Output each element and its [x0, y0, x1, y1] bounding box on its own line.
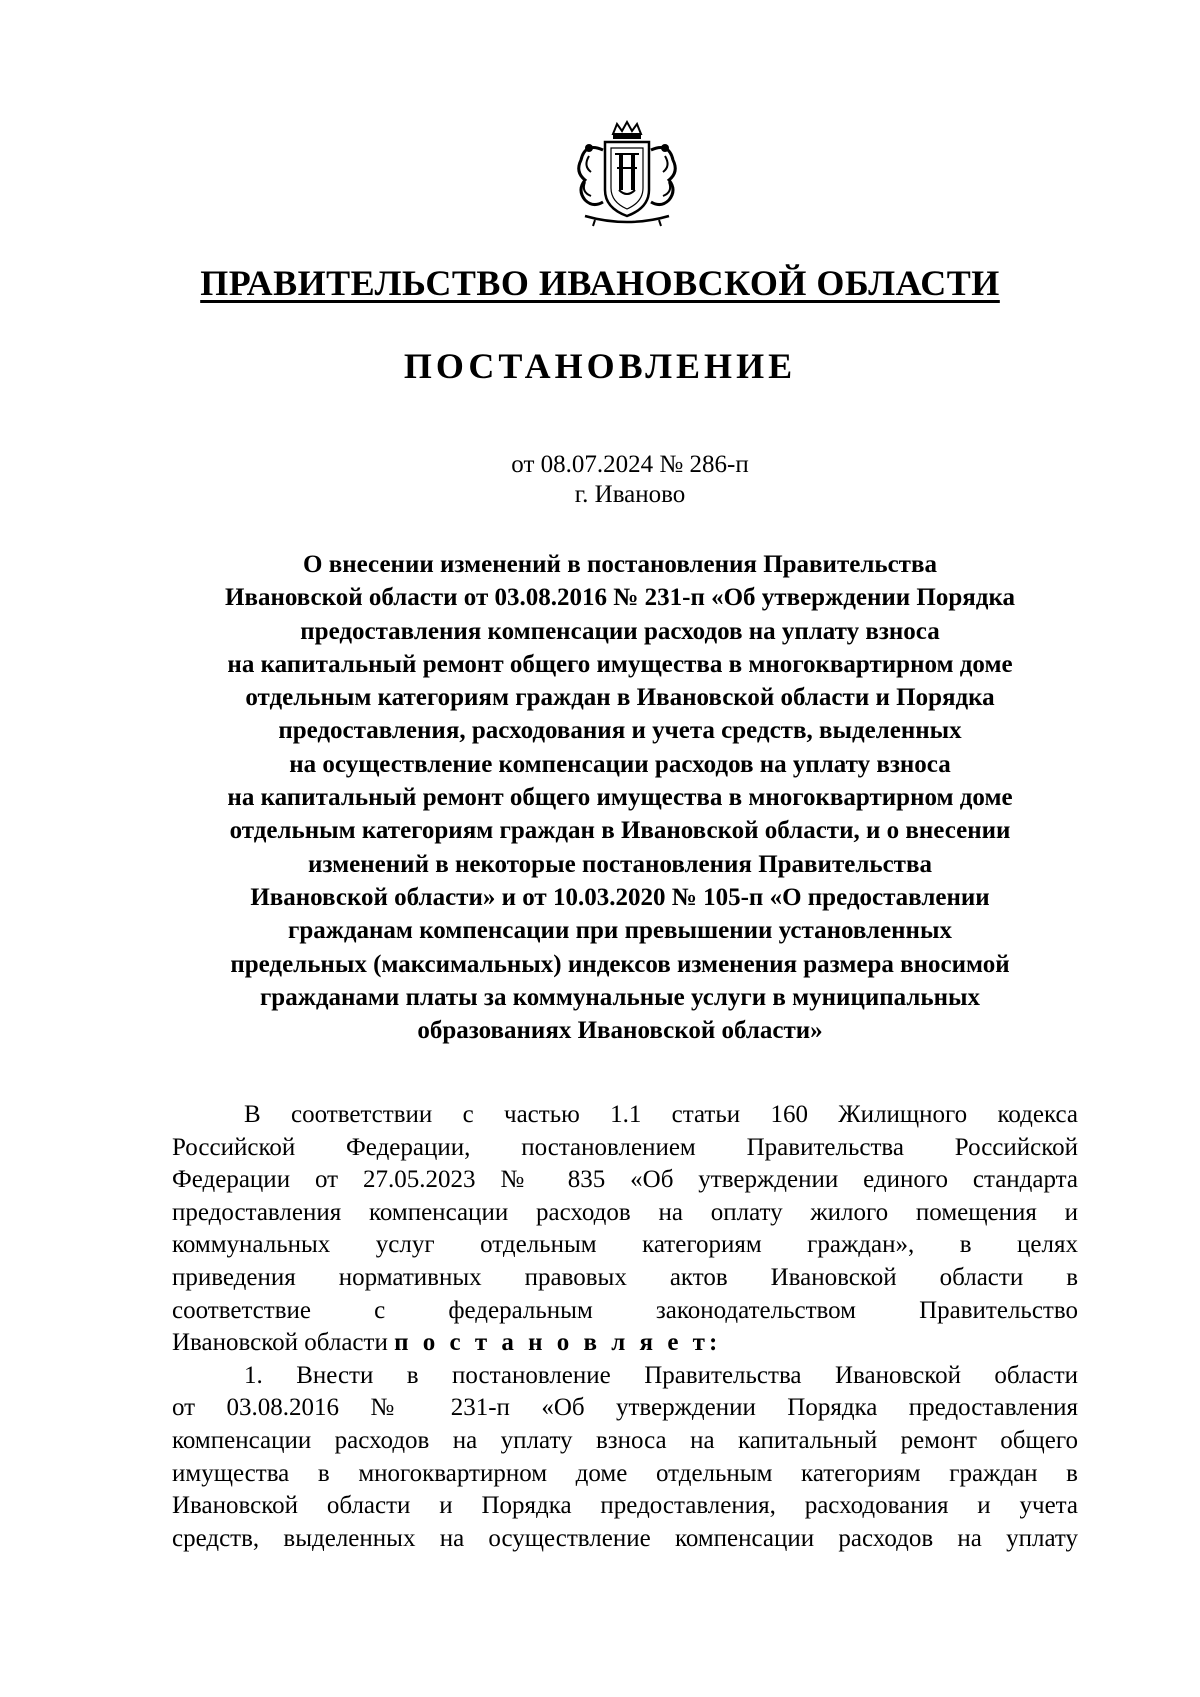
body-line: компенсации расходов на уплату взноса на капитальный ремонт общего: [172, 1426, 1078, 1454]
heading-line: гражданам компенсации при превышении установленных: [288, 917, 952, 945]
heading-line: предельных (максимальных) индексов изменения размера вносимой: [230, 950, 1010, 978]
date-number: от 08.07.2024 № 286-п: [511, 451, 749, 478]
body-line: приведения нормативных правовых актов Ивановской области в: [172, 1263, 1078, 1291]
heading-line: предоставления, расходования и учета средств, выделенных: [278, 717, 962, 745]
heading-line: Ивановской области» и от 10.03.2020 № 105-п «О предоставлении: [250, 883, 990, 911]
item-1-paragraph: [172, 1360, 1078, 1556]
document-heading: [172, 548, 1068, 1047]
body-line: от 03.08.2016 № 231-п «Об утверждении Порядка предоставления: [172, 1394, 1078, 1422]
heading-line: гражданами платы за коммунальные услуги в муниципальных: [259, 983, 981, 1011]
heading-line: на капитальный ремонт общего имущества в многоквартирном доме: [227, 784, 1013, 812]
city: г. Иваново: [574, 481, 686, 508]
body-line: 1. Внести в постановление Правительства Ивановской области: [244, 1361, 1078, 1389]
body-line: Ивановской области и Порядка предоставления, расходования и учета: [172, 1492, 1078, 1520]
body-line: имущества в многоквартирном доме отдельным категориям граждан в: [172, 1459, 1078, 1487]
body-line: Федерации от 27.05.2023 № 835 «Об утверждении единого стандарта: [172, 1166, 1078, 1194]
body-line: предоставления компенсации расходов на оплату жилого помещения и: [172, 1198, 1078, 1226]
body-line: коммунальных услуг отдельным категориям граждан», в целях: [172, 1231, 1078, 1259]
heading-line: О внесении изменений в постановления Правительства: [303, 551, 937, 578]
body-line: соответствие с федеральным законодательством Правительство: [172, 1296, 1078, 1324]
body-line: Российской Федерации, постановлением Правительства Российской: [172, 1133, 1078, 1161]
body-line-last: [172, 1327, 1078, 1360]
heading-line: на осуществление компенсации расходов на уплату взноса: [289, 750, 951, 778]
heading-line: Ивановской области от 03.08.2016 № 231-п «Об утверждении Порядка: [225, 584, 1015, 612]
body-line: В соответствии с частью 1.1 статьи 160 Жилищного кодекса: [244, 1101, 1078, 1128]
heading-line: предоставления компенсации расходов на уплату взноса: [300, 617, 940, 645]
heading-line: отдельным категориям граждан в Ивановской области и Порядка: [245, 684, 995, 712]
heading-line: отдельным категориям граждан в Ивановской области, и о внесении: [229, 817, 1011, 845]
body-line: средств, выделенных на осуществление компенсации расходов на уплату: [172, 1524, 1078, 1552]
date-and-place: [0, 450, 1200, 510]
heading-line: изменений в некоторые постановления Правительства: [308, 850, 932, 878]
heading-line: на капитальный ремонт общего имущества в многоквартирном доме: [227, 650, 1013, 678]
government-title: ПРАВИТЕЛЬСТВО ИВАНОВСКОЙ ОБЛАСТИ: [200, 263, 1000, 303]
preamble-paragraph: [172, 1099, 1078, 1360]
preamble-last-text: Ивановской области: [172, 1329, 388, 1357]
heading-line: образованиях Ивановской области»: [417, 1017, 823, 1045]
document-type: ПОСТАНОВЛЕНИЕ: [403, 346, 797, 386]
resolves-word: п о с т а н о в л я е т:: [394, 1329, 722, 1357]
ivanovo-coat-of-arms-icon: [555, 120, 700, 230]
document-body: [172, 1099, 1078, 1555]
